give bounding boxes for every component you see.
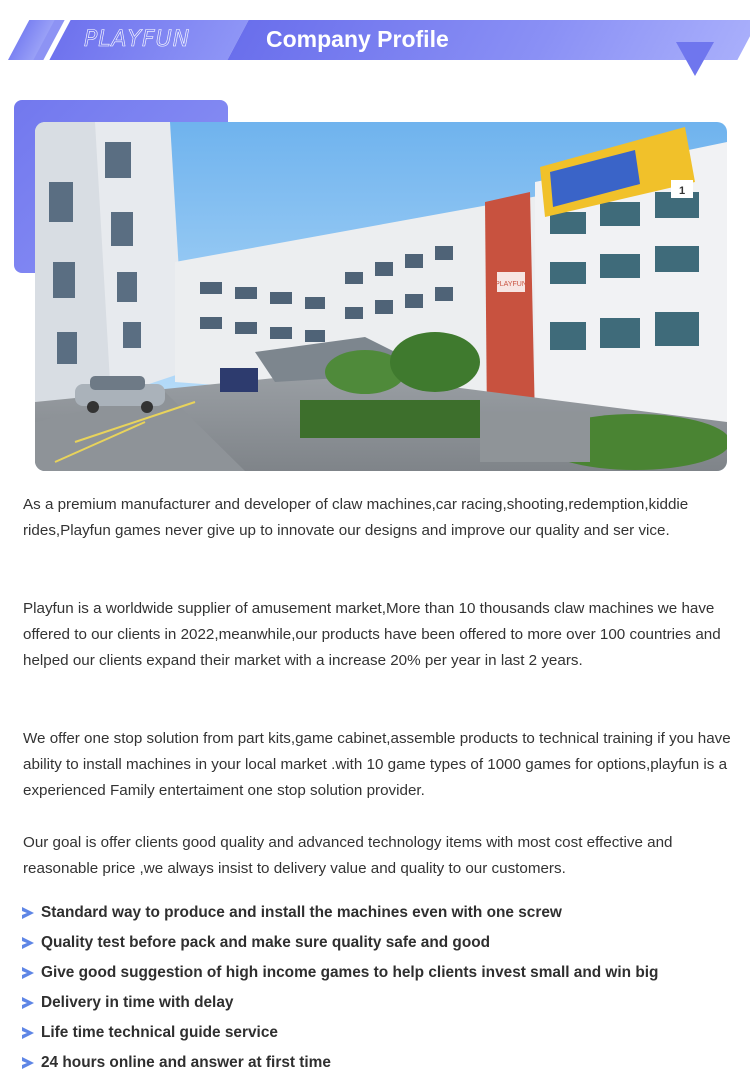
list-item-text: Delivery in time with delay — [41, 994, 234, 1011]
triangle-down-icon — [676, 42, 714, 76]
section-header — [0, 0, 750, 80]
arrow-right-icon — [22, 967, 34, 979]
intro-paragraph: As a premium manufacturer and developer of claw machines,car racing,shooting,redemption,kiddie rides,Playfun games never give up to innovate our designs and improve our quality and ser vice. — [23, 496, 689, 539]
page-title: Company Profile — [266, 26, 449, 52]
supplier-paragraph: Playfun is a worldwide supplier of amusement market,More than 10 thousands claw machines we have offered to our clients in 2022,meanwhile,our products have been offered to more over 100 countries and helped our clients expand their market with a increase 20% per year in last 2 years. — [23, 600, 721, 669]
solution-paragraph: We offer one stop solution from part kits,game cabinet,assemble products to technical training if you have ability to install machines in your local market .with 10 game types of 1000 games for options,playfun is a experienced Family entertaiment one stop solution provider. — [23, 730, 731, 799]
list-item-text: Give good suggestion of high income games to help clients invest small and win big — [41, 964, 659, 981]
arrow-right-icon — [22, 1027, 34, 1039]
list-item-text: 24 hours online and answer at first time — [41, 1054, 331, 1071]
list-item-text: Quality test before pack and make sure quality safe and good — [41, 934, 491, 951]
arrow-right-icon — [22, 997, 34, 1009]
playfun-logo: PLAYFUN — [84, 27, 191, 52]
list-item — [22, 1048, 658, 1078]
list-item-text: Life time technical guide service — [41, 1024, 278, 1041]
feature-list — [22, 898, 658, 1078]
arrow-right-icon — [22, 1057, 34, 1069]
arrow-right-icon — [22, 937, 34, 949]
building-sign: 1 — [678, 185, 686, 197]
list-item — [22, 958, 658, 988]
building-sign: PLAYFUN — [495, 281, 527, 288]
list-item-text: Standard way to produce and install the machines even with one screw — [41, 904, 562, 921]
arrow-right-icon — [22, 907, 34, 919]
list-item — [22, 928, 658, 958]
factory-photo — [35, 122, 727, 471]
list-item — [22, 988, 658, 1018]
list-item — [22, 898, 658, 928]
goal-paragraph: Our goal is offer clients good quality and advanced technology items with most cost effective and reasonable price ,we always insist to delivery value and quality to our customers. — [23, 834, 673, 877]
list-item — [22, 1018, 658, 1048]
